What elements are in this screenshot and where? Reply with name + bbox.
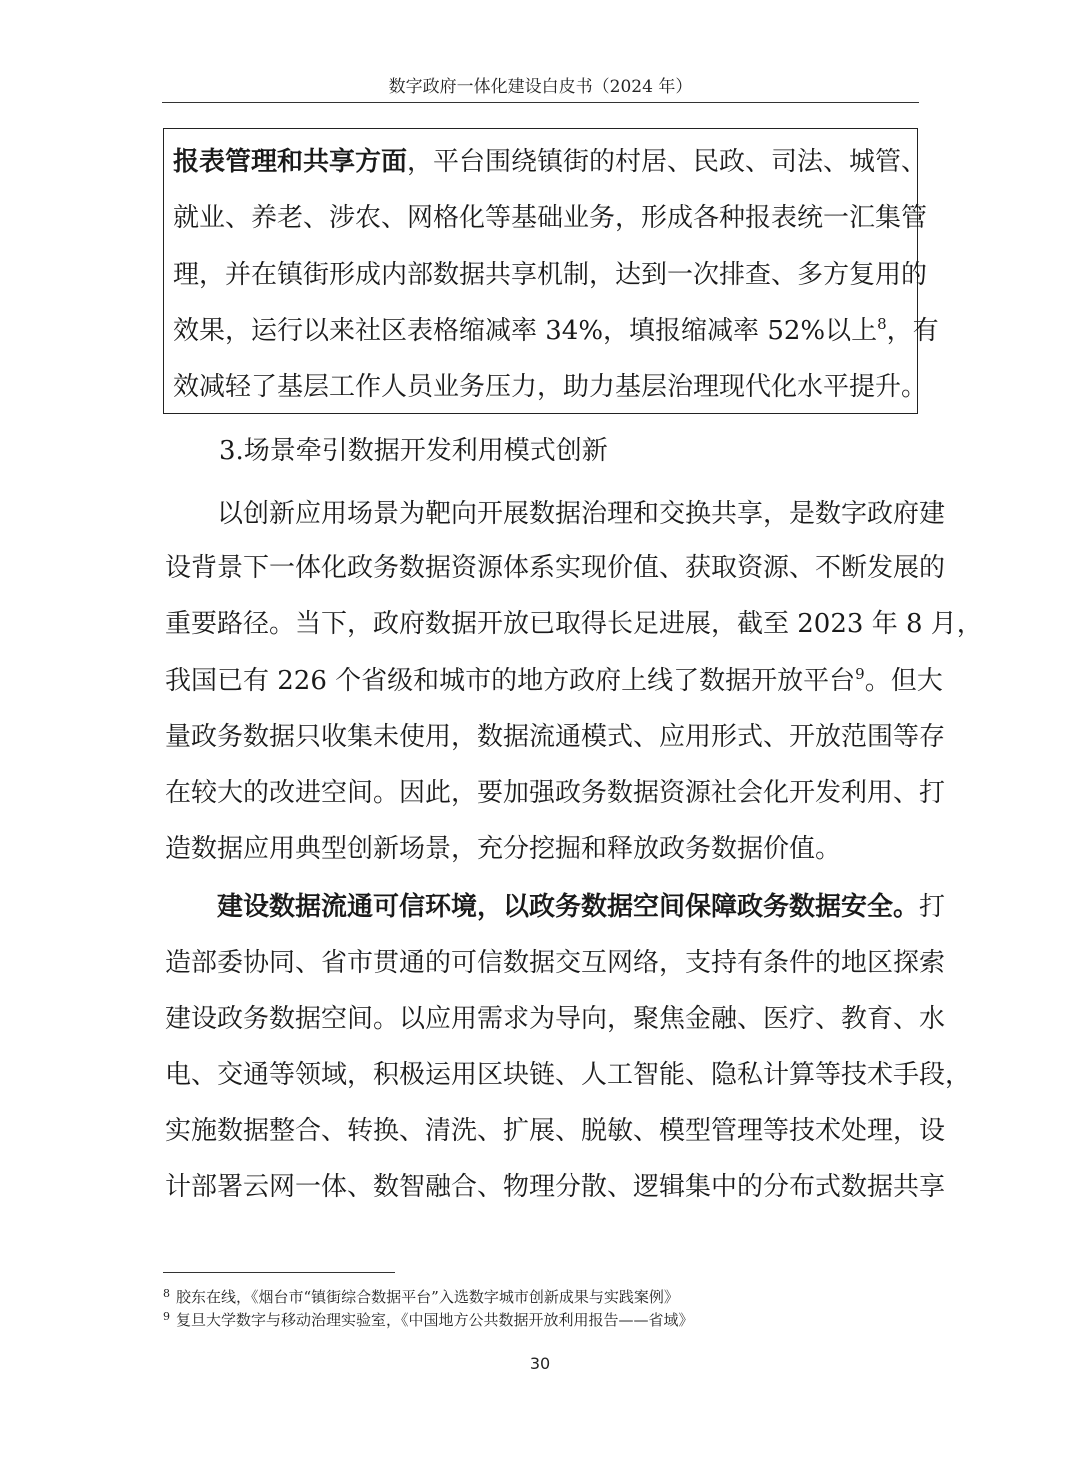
box-line-4-a: 效果，运行以来社区表格缩减率 34%，填报缩减率 52%以上 xyxy=(173,316,878,346)
footnote-rule xyxy=(163,1272,395,1273)
footnote-8 xyxy=(163,1284,679,1307)
section-heading: 3.场景牵引数据开发利用模式创新 xyxy=(219,436,608,466)
para2-line-1-rest: 打 xyxy=(919,892,946,922)
para1-line-7: 造数据应用典型创新场景，充分挖掘和释放政务数据价值。 xyxy=(165,834,842,864)
box-line-3: 理，并在镇街形成内部数据共享机制，达到一次排查、多方复用的 xyxy=(173,260,928,290)
footnote-9-num: 9 xyxy=(163,1310,170,1323)
para2-line-5: 实施数据整合、转换、清洗、扩展、脱敏、模型管理等技术处理，设 xyxy=(165,1116,946,1146)
para2-line-3: 建设政务数据空间。以应用需求为导向，聚焦金融、医疗、教育、水 xyxy=(165,1004,946,1034)
box-line-5: 效减轻了基层工作人员业务压力，助力基层治理现代化水平提升。 xyxy=(173,372,928,402)
para1-line-4-a: 我国已有 226 个省级和城市的地方政府上线了数据开放平台 xyxy=(165,666,856,696)
footnote-ref-9[interactable]: 9 xyxy=(855,665,865,683)
para2-lead: 建设数据流通可信环境，以政务数据空间保障政务数据安全。 xyxy=(217,892,920,922)
para1-line-2: 设背景下一体化政务数据资源体系实现价值、获取资源、不断发展的 xyxy=(165,553,946,583)
para1-line-4 xyxy=(165,664,943,698)
box-line-1-rest: ，平台围绕镇街的村居、民政、司法、城管、 xyxy=(407,147,928,177)
para2-line-4: 电、交通等领域，积极运用区块链、人工智能、隐私计算等技术手段， xyxy=(165,1060,972,1090)
footnote-9 xyxy=(163,1307,694,1330)
para2-line-2: 造部委协同、省市贯通的可信数据交互网络，支持有条件的地区探索 xyxy=(165,948,946,978)
para1-line-4-b: 。但大 xyxy=(864,666,943,696)
para1-line-3: 重要路径。当下，政府数据开放已取得长足进展，截至 2023 年 8 月， xyxy=(165,609,983,639)
footnote-9-text: 复旦大学数字与移动治理实验室，《中国地方公共数据开放利用报告——省域》 xyxy=(176,1311,694,1329)
footnote-8-num: 8 xyxy=(163,1287,170,1300)
footnote-8-text: 胶东在线，《烟台市“镇街综合数据平台”入选数字城市创新成果与实践案例》 xyxy=(176,1288,679,1306)
header-rule xyxy=(162,102,919,103)
footnote-ref-8[interactable]: 8 xyxy=(877,315,887,333)
box-line-2: 就业、养老、涉农、网格化等基础业务，形成各种报表统一汇集管 xyxy=(173,203,928,233)
page-header: 数字政府一体化建设白皮书（2024 年） xyxy=(388,77,693,97)
box-line-4 xyxy=(173,314,939,348)
para1-line-5: 量政务数据只收集未使用，数据流通模式、应用形式、开放范围等存 xyxy=(165,722,946,752)
page-number: 30 xyxy=(529,1354,551,1373)
para1-line-6: 在较大的改进空间。因此，要加强政务数据资源社会化开发利用、打 xyxy=(165,778,946,808)
box-line-1 xyxy=(173,145,928,179)
box-line-4-b: ，有 xyxy=(886,316,939,346)
para1-line-1: 以创新应用场景为靶向开展数据治理和交换共享，是数字政府建 xyxy=(217,499,946,529)
box-lead: 报表管理和共享方面 xyxy=(173,147,408,177)
para2-line-1 xyxy=(217,890,946,924)
para2-line-6: 计部署云网一体、数智融合、物理分散、逻辑集中的分布式数据共享 xyxy=(165,1172,946,1202)
